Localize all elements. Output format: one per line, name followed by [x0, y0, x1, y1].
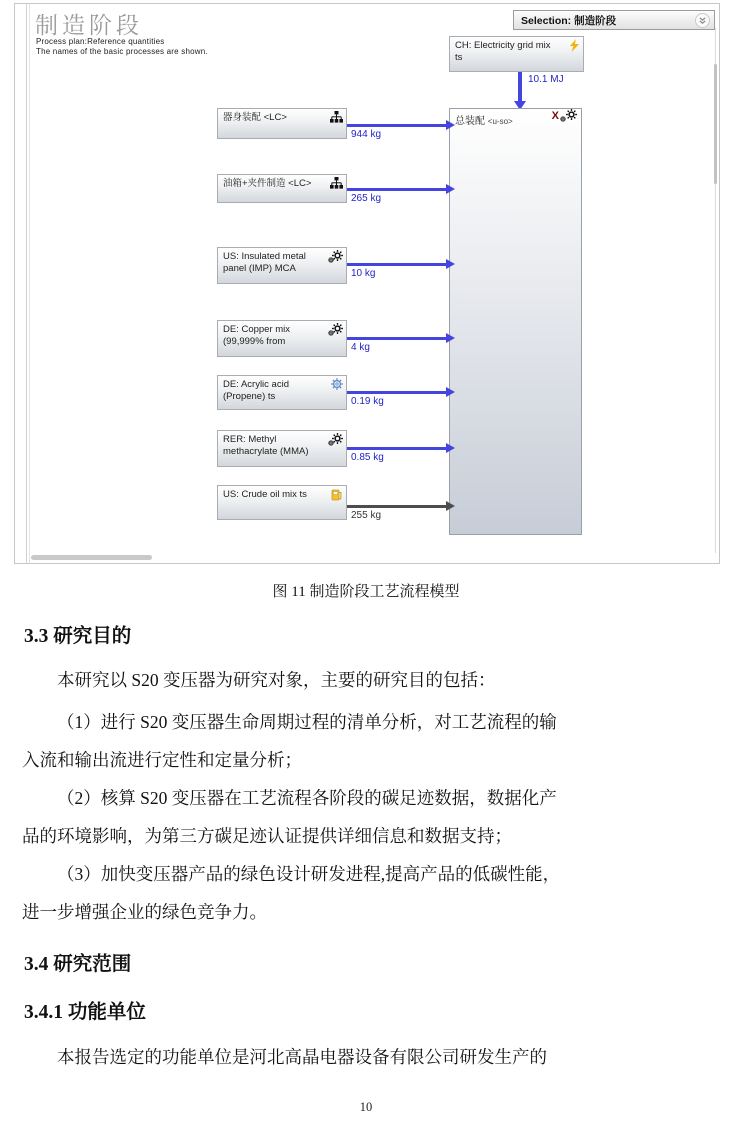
paragraph-line: 品的环境影响，为第三方碳足迹认证提供详细信息和数据支持；: [22, 826, 512, 846]
heading-3-3: 3.3 研究目的: [24, 626, 132, 647]
flow-arrow: [347, 188, 447, 191]
flow-amount: 944 kg: [351, 129, 382, 140]
process-box-label: RER: Methyl: [223, 434, 277, 445]
gear-outline-icon: [331, 378, 343, 390]
process-box-label: 器身装配 <LC>: [223, 112, 287, 123]
flow-amount: 4 kg: [351, 342, 370, 353]
process-box[interactable]: [217, 108, 347, 139]
process-box[interactable]: [217, 430, 347, 467]
flow-amount: 0.19 kg: [351, 396, 384, 407]
horizontal-scrollbar-thumb[interactable]: [31, 555, 152, 560]
flow-arrow: [347, 447, 447, 450]
plan-title: 制造阶段: [35, 12, 143, 38]
paragraph-line: 本研究以 S20 变压器为研究对象，主要的研究目的包括：: [57, 670, 496, 690]
flow-arrow: [347, 505, 447, 508]
vertical-scrollbar-thumb[interactable]: [714, 64, 717, 184]
paragraph-line: 进一步增强企业的绿色竞争力。: [22, 902, 267, 922]
process-box-label: DE: Acrylic acid: [223, 379, 289, 390]
lightning-icon: [569, 39, 580, 52]
process-box-electricity[interactable]: [449, 36, 584, 72]
gear-icon: [566, 109, 577, 120]
process-box-label2: (99,999% from: [223, 335, 286, 347]
process-box-label2: ts: [455, 51, 463, 63]
plan-subtitle: Process plan:Reference quantities: [36, 37, 165, 46]
flow-arrow: [347, 337, 447, 340]
process-box[interactable]: [217, 485, 347, 520]
left-scrollbar[interactable]: [26, 4, 30, 563]
process-box[interactable]: [217, 174, 347, 203]
figure-caption: 图 11 制造阶段工艺流程模型: [272, 584, 460, 600]
target-box-label: 总装配: [455, 116, 485, 127]
plan-note: The names of the basic processes are shown.: [36, 47, 208, 56]
process-box-label2: methacrylate (MMA): [223, 445, 309, 457]
process-box[interactable]: [217, 247, 347, 284]
flow-amount-electricity: 10.1 MJ: [528, 74, 564, 85]
heading-3-4: 3.4 研究范围: [24, 954, 132, 975]
process-box[interactable]: [217, 320, 347, 357]
flow-amount: 265 kg: [351, 193, 382, 204]
process-box-label: US: Crude oil mix ts: [223, 489, 307, 500]
paragraph-line: （1）进行 S20 变压器生命周期过程的清单分析，对工艺流程的输: [57, 712, 557, 732]
process-plan-screenshot: [14, 3, 720, 564]
flow-arrow: [347, 263, 447, 266]
flow-arrow: [347, 124, 447, 127]
process-box-label: DE: Copper mix: [223, 324, 291, 335]
gears-icon: [332, 323, 343, 334]
x-delete-icon[interactable]: X: [551, 110, 559, 122]
paragraph-line: （2）核算 S20 变压器在工艺流程各阶段的碳足迹数据，数据化产: [57, 788, 557, 808]
process-box-label2: (Propene) ts: [223, 390, 276, 402]
process-box-label2: panel (IMP) MCA: [223, 262, 296, 274]
process-box[interactable]: [217, 375, 347, 410]
paragraph-line: 本报告选定的功能单位是河北高晶电器设备有限公司研发生产的: [57, 1047, 547, 1067]
flow-arrow: [347, 391, 447, 394]
chevron-down-icon[interactable]: [695, 13, 710, 28]
plan-hierarchy-icon: [330, 111, 343, 123]
gears-icon: [332, 250, 343, 261]
process-box-label: CH: Electricity grid mix: [455, 40, 551, 51]
flow-amount: 255 kg: [351, 510, 382, 521]
heading-3-4-1: 3.4.1 功能单位: [24, 1002, 146, 1023]
flow-amount: 0.85 kg: [351, 452, 384, 463]
target-box-suffix: <u-so>: [487, 117, 513, 126]
target-box-assembly[interactable]: [449, 108, 582, 535]
flow-amount: 10 kg: [351, 268, 376, 279]
paragraph-line: （3）加快变压器产品的绿色设计研发进程,提高产品的低碳性能，: [57, 864, 561, 884]
process-box-label: US: Insulated metal: [223, 251, 306, 262]
page-number: 10: [359, 1100, 373, 1114]
selection-dropdown[interactable]: [513, 10, 715, 30]
process-box-label: 油箱+夹件制造 <LC>: [223, 178, 312, 189]
flow-arrow-electricity: [518, 72, 522, 102]
plan-hierarchy-icon: [330, 177, 343, 189]
paragraph-line: 入流和输出流进行定性和定量分析；: [22, 750, 302, 770]
gears-icon: [332, 433, 343, 444]
selection-label: Selection: 制造阶段: [521, 14, 617, 27]
fuel-pump-icon: [331, 488, 343, 501]
